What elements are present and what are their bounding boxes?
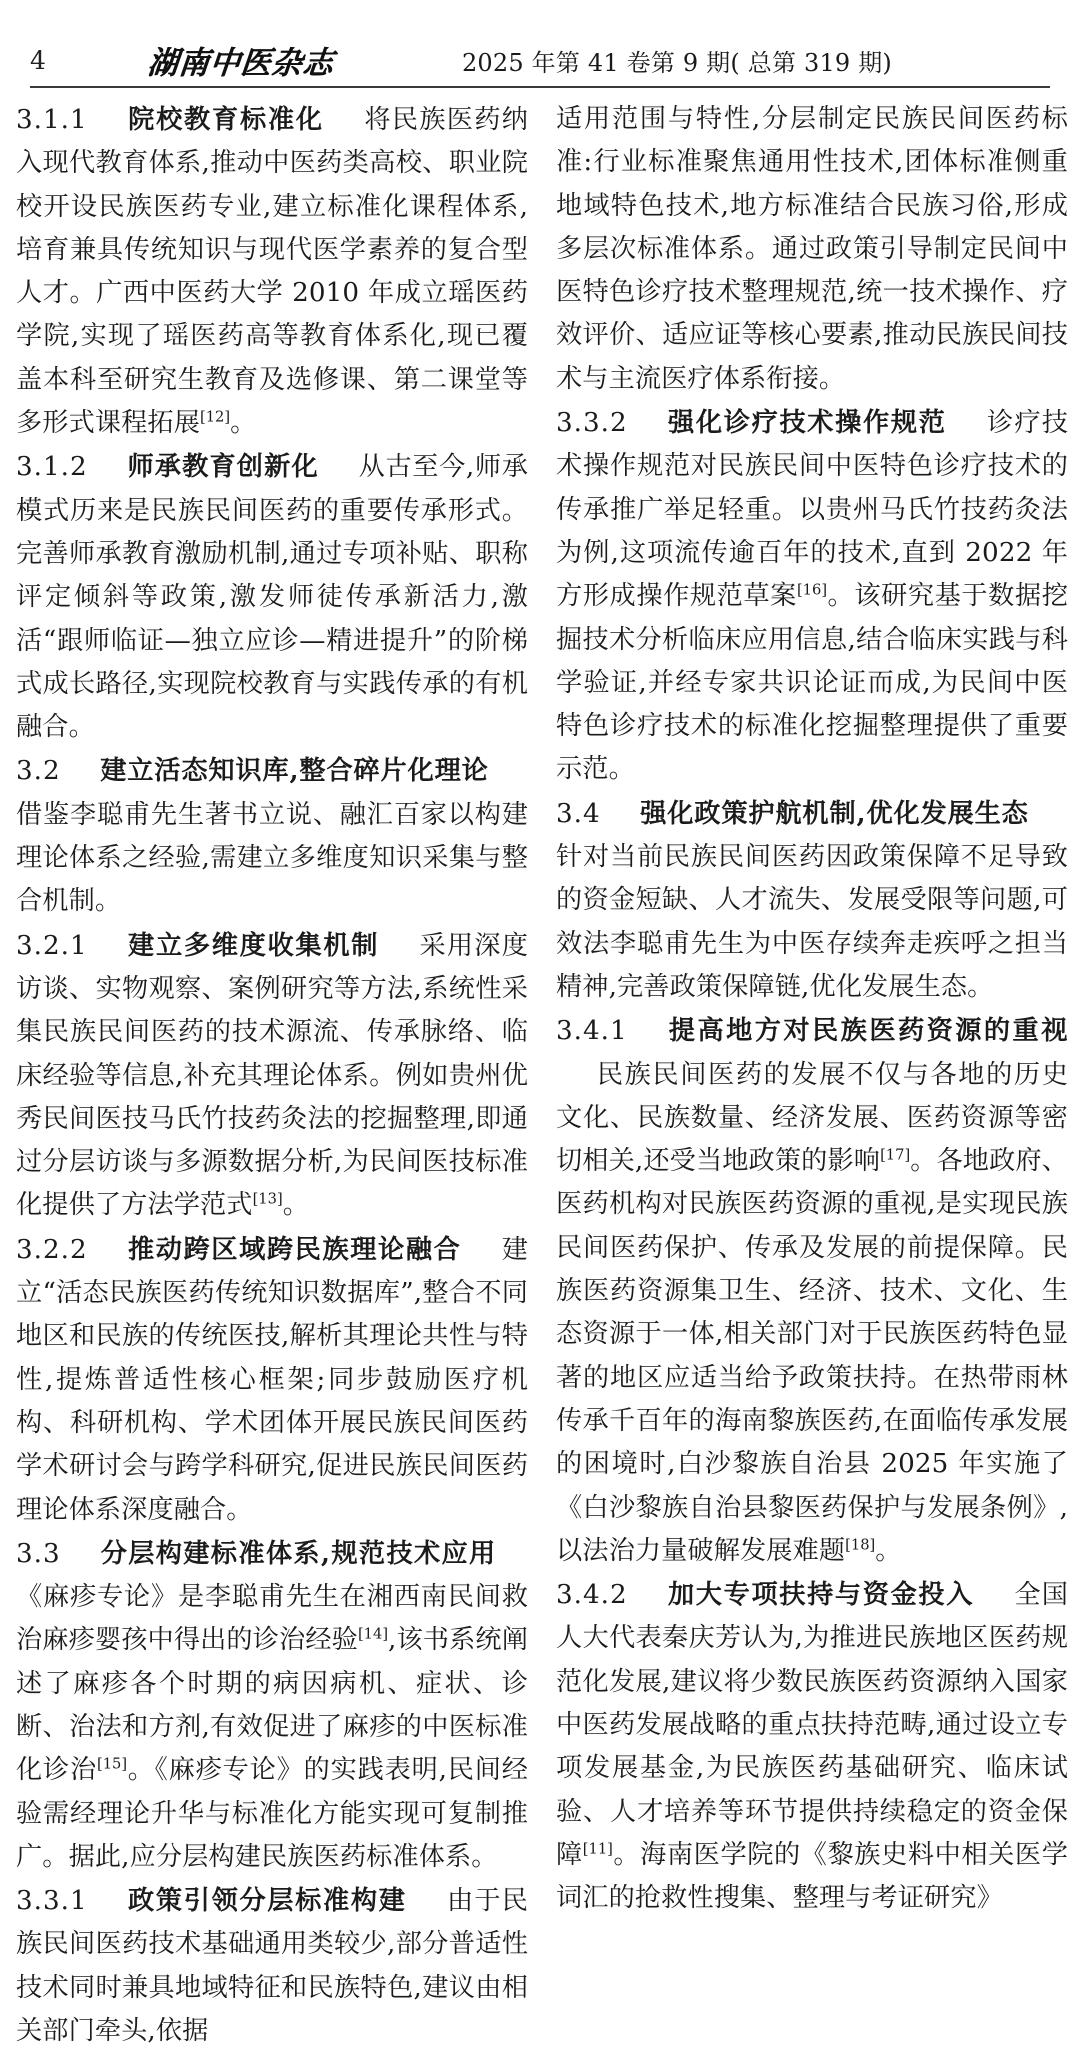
section-body: 《麻疹专论》是李聪甫先生在湘西南民间救治麻疹婴孩中得出的诊治经验 bbox=[16, 1582, 528, 1656]
section-3-4-1 bbox=[556, 1009, 1068, 1573]
section-title: 分层构建标准体系,规范技术应用 bbox=[99, 1537, 497, 1569]
section-number: 3.3 bbox=[16, 1538, 61, 1569]
section-tail: 。海南医学院的《黎族史料中相关医学词汇的抢救性搜集、整理与考证研究》 bbox=[556, 1839, 1068, 1914]
section-number: 3.2.1 bbox=[16, 930, 88, 961]
reference-marker: [11] bbox=[582, 1840, 613, 1858]
reference-marker: [12] bbox=[200, 408, 231, 426]
reference-marker-2: [18] bbox=[845, 1536, 876, 1554]
reference-marker-2: [15] bbox=[96, 1755, 128, 1773]
section-3-2-2 bbox=[16, 1228, 528, 1532]
section-number: 3.4 bbox=[556, 798, 601, 829]
section-title: 加大专项扶持与资金投入 bbox=[666, 1579, 975, 1611]
section-3-1-2 bbox=[16, 445, 528, 749]
section-body: 由于民族民间医药技术基础通用类较少,部分普适性技术同时兼具地域特征和民族特色,建议由相关部门牵头,依据 bbox=[16, 1886, 529, 2047]
section-body: 建立“活态民族医药传统知识数据库”,整合不同地区和民族的传统医技,解析其理论共性与特性,提炼普适性核心框架;同步鼓励医疗机构、科研机构、学术团体开展民族民间医药学术研讨会与跨学科研究,促进民族民间医药理论体系深度融合。 bbox=[16, 1234, 528, 1525]
section-body: 诊疗技术操作规范对民族民间中医特色诊疗技术的传承推广举足轻重。以贵州马氏竹技药灸法为例,这项流传逾百年的技术,直到 2022 年方形成操作规范草案 bbox=[556, 408, 1069, 612]
section-3-1-1 bbox=[16, 98, 528, 445]
article-body bbox=[16, 98, 1069, 2047]
reference-marker: [13] bbox=[252, 1190, 283, 1208]
section-number: 3.3.1 bbox=[16, 1886, 88, 1917]
section-body: 针对当前民族民间医药因政策保障不足导致的资金短缺、人才流失、发展受限等问题,可效法李聪甫先生为中医存续奔走疾呼之担当精神,完善政策保障链,优化发展生态。 bbox=[556, 842, 1068, 1002]
section-title: 提高地方对民族医药资源的重视 bbox=[666, 1015, 1068, 1047]
section-body: 采用深度访谈、实物观察、案例研究等方法,系统性采集民族民间医药的技术源流、传承脉络、临床经验等信息,补充其理论体系。例如贵州优秀民间医技马氏竹技药灸法的挖掘整理,即通过分层访谈与多源数据分析,为民间医技标准化提供了方法学范式 bbox=[16, 930, 528, 1221]
section-3-3 bbox=[16, 1532, 528, 1879]
section-body: 全国人大代表秦庆芳认为,为推进民族地区医药规范化发展,建议将少数民族医药资源纳入国家中医药发展战略的重点扶持范畴,通过设立专项发展基金,为民族医药基础研究、临床试验、人才培养等环节提供持续稳定的资金保障 bbox=[556, 1580, 1068, 1870]
section-title: 政策引领分层标准构建 bbox=[126, 1885, 407, 1917]
section-tail: 。各地政府、医药机构对民族医药资源的重视,是实现民族民间医药保护、传承及发展的前提保障。民族医药资源集卫生、经济、技术、文化、生态资源于一体,相关部门对于民族医药特色显著的地区应适当给予政策扶持。在热带雨林传承千百年的海南黎族医药,在面临传承发展的困境时,白沙黎族自治县 2025 年实施了《白沙黎族自治县黎医药保护与发展条例》,以法治力量破解发展难题 bbox=[556, 1146, 1068, 1566]
section-title: 强化政策护航机制,优化发展生态 bbox=[639, 797, 1029, 829]
section-title: 院校教育标准化 bbox=[126, 104, 324, 135]
section-tail: 。 bbox=[282, 1190, 309, 1221]
running-head bbox=[30, 38, 1050, 82]
section-tail: 。 bbox=[230, 408, 257, 439]
section-number: 3.1.2 bbox=[16, 452, 88, 483]
section-tail: ,该书系统阐述了麻疹各个时期的病因病机、症状、诊断、治法和方剂,有效促进了麻疹的中医标准化诊治 bbox=[16, 1625, 528, 1786]
section-title: 推动跨区域跨民族理论融合 bbox=[126, 1233, 462, 1265]
section-3-4 bbox=[556, 792, 1068, 1009]
section-number: 3.1.1 bbox=[16, 105, 88, 135]
section-title: 建立活态知识库,整合碎片化理论 bbox=[99, 755, 489, 787]
journal-title-logo: 湖南中医杂志 bbox=[145, 45, 336, 82]
section-number: 3.4.2 bbox=[556, 1580, 628, 1611]
section-body: 借鉴李聪甫先生著书立说、融汇百家以构建理论体系之经验,需建立多维度知识采集与整合机制。 bbox=[16, 799, 528, 917]
section-title: 建立多维度收集机制 bbox=[126, 929, 380, 961]
section-3-2-1 bbox=[16, 924, 528, 1228]
section-tail-2: 。《麻疹专论》的实践表明,民间经验需经理论升华与标准化方能实现可复制推广。据此,应分层构建民族医药标准体系。 bbox=[16, 1755, 528, 1872]
section-3-2 bbox=[16, 749, 528, 923]
section-tail-2: 。 bbox=[875, 1535, 902, 1566]
reference-marker: [17] bbox=[880, 1146, 911, 1164]
section-body: 适用范围与特性,分层制定民族民间医药标准:行业标准聚焦通用性技术,团体标准侧重地域特色技术,地方标准结合民族习俗,形成多层次标准体系。通过政策引导制定民间中医特色诊疗技术整理规范,统一技术操作、疗效评价、适应证等核心要素,推动民族民间技术与主流医疗体系衔接。 bbox=[556, 104, 1068, 394]
section-number: 3.4.1 bbox=[556, 1016, 628, 1047]
section-number: 3.2.2 bbox=[16, 1234, 88, 1265]
section-number: 3.2 bbox=[16, 756, 61, 787]
section-3-4-2 bbox=[556, 1573, 1068, 1920]
header-divider bbox=[30, 86, 1050, 88]
section-body: 从古至今,师承模式历来是民族民间医药的重要传承形式。完善师承教育激励机制,通过专项补贴、职称评定倾斜等政策,激发师徒传承新活力,激活“跟师临证—独立应诊—精进提升”的阶梯式成长路径,实现院校教育与实践传承的有机融合。 bbox=[16, 452, 529, 743]
reference-marker: [16] bbox=[796, 581, 828, 599]
section-3-3-1 bbox=[16, 1879, 528, 2053]
section-body: 将民族医药纳入现代教育体系,推动中医药类高校、职业院校开设民族医药专业,建立标准化课程体系,培育兼具传统知识与现代医学素养的复合型人才。广西中医药大学 2010 年成立瑶医药学院,实现了瑶医药高等教育体系化,现已覆盖本科至研究生教育及选修课、第二课堂等多形式课程拓展 bbox=[16, 105, 528, 439]
section-body: 民族民间医药的发展不仅与各地的历史文化、民族数量、经济发展、医药资源等密切相关,还受当地政策的影响 bbox=[556, 1059, 1068, 1177]
reference-marker: [14] bbox=[357, 1625, 389, 1643]
section-tail: 。该研究基于数据挖掘技术分析临床应用信息,结合临床实践与科学验证,并经专家共识论证而成,为民间中医特色诊疗技术的标准化挖掘整理提供了重要示范。 bbox=[556, 581, 1068, 785]
section-number: 3.3.2 bbox=[556, 408, 628, 439]
page-number: 4 bbox=[30, 45, 46, 75]
section-title: 师承教育创新化 bbox=[126, 451, 319, 483]
column-right bbox=[556, 98, 1069, 1914]
section-3-3-2 bbox=[556, 401, 1068, 792]
issue-info: 2025 年第 41 卷第 9 期( 总第 319 期) bbox=[461, 48, 892, 77]
column-left bbox=[16, 98, 529, 2047]
section-title: 强化诊疗技术操作规范 bbox=[666, 407, 947, 439]
section-3-3-1-continued bbox=[556, 98, 1068, 401]
